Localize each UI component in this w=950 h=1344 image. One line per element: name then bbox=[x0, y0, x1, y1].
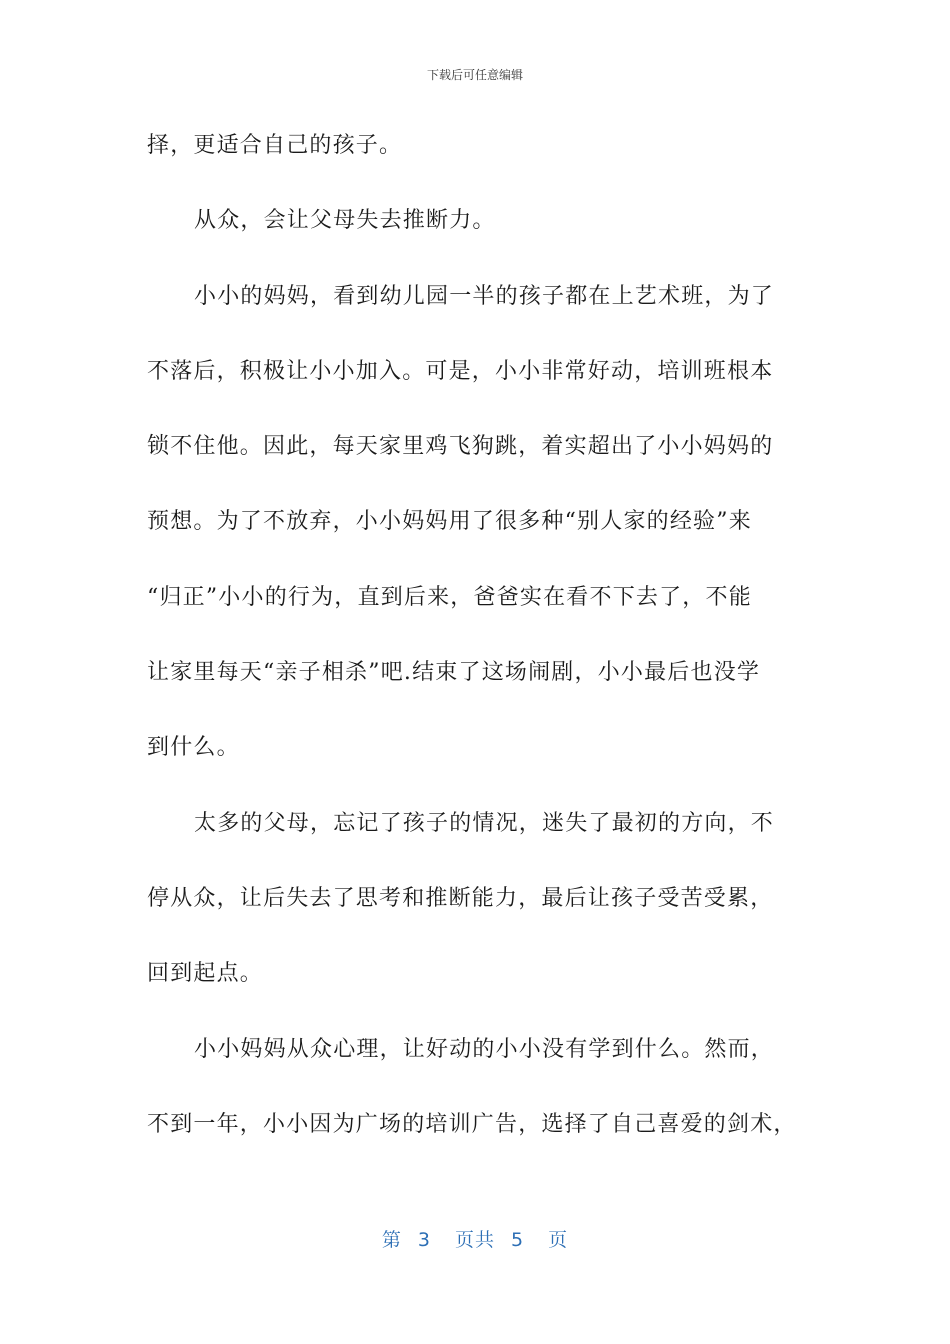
page-suffix: 页 bbox=[548, 1229, 569, 1251]
paragraph-start-line: 小小的妈妈，看到幼儿园一半的孩子都在上艺术班，为了 bbox=[194, 283, 775, 309]
page-middle: 页共 bbox=[454, 1229, 495, 1251]
page-header: 下载后可任意编辑 bbox=[426, 68, 523, 82]
text-line: 锁不住他。因此，每天家里鸡飞狗跳，着实超出了小小妈妈的 bbox=[147, 434, 774, 460]
text-line: 不落后，积极让小小加入。可是，小小非常好动，培训班根本 bbox=[147, 358, 774, 384]
paragraph-start-line: 从众，会让父母失去推断力。 bbox=[194, 208, 496, 234]
text-line: “归正”小小的行为，直到后来，爸爸实在看不下去了，不能 bbox=[147, 584, 752, 610]
text-line: 让家里每天“亲子相杀”吧.结束了这场闹剧，小小最后也没学 bbox=[147, 660, 761, 686]
document-body bbox=[147, 123, 807, 1177]
paragraph-start-line: 太多的父母，忘记了孩子的情况，迷失了最初的方向，不 bbox=[194, 810, 775, 836]
current-page-number: 3 bbox=[417, 1229, 431, 1251]
text-line: 预想。为了不放弃，小小妈妈用了很多种“别人家的经验”来 bbox=[147, 509, 752, 535]
page-prefix: 第 bbox=[381, 1229, 402, 1251]
paragraph-start-line: 小小妈妈从众心理，让好动的小小没有学到什么。然而， bbox=[194, 1036, 775, 1062]
total-pages-number: 5 bbox=[511, 1229, 525, 1251]
text-line: 到什么。 bbox=[147, 735, 240, 761]
page-footer bbox=[0, 1225, 950, 1252]
text-line: 停从众，让后失去了思考和推断能力，最后让孩子受苦受累， bbox=[147, 885, 774, 911]
text-line: 择，更适合自己的孩子。 bbox=[147, 133, 403, 158]
text-line: 不到一年，小小因为广场的培训广告，选择了自己喜爱的剑术， bbox=[147, 1111, 797, 1137]
text-line: 回到起点。 bbox=[147, 961, 264, 987]
